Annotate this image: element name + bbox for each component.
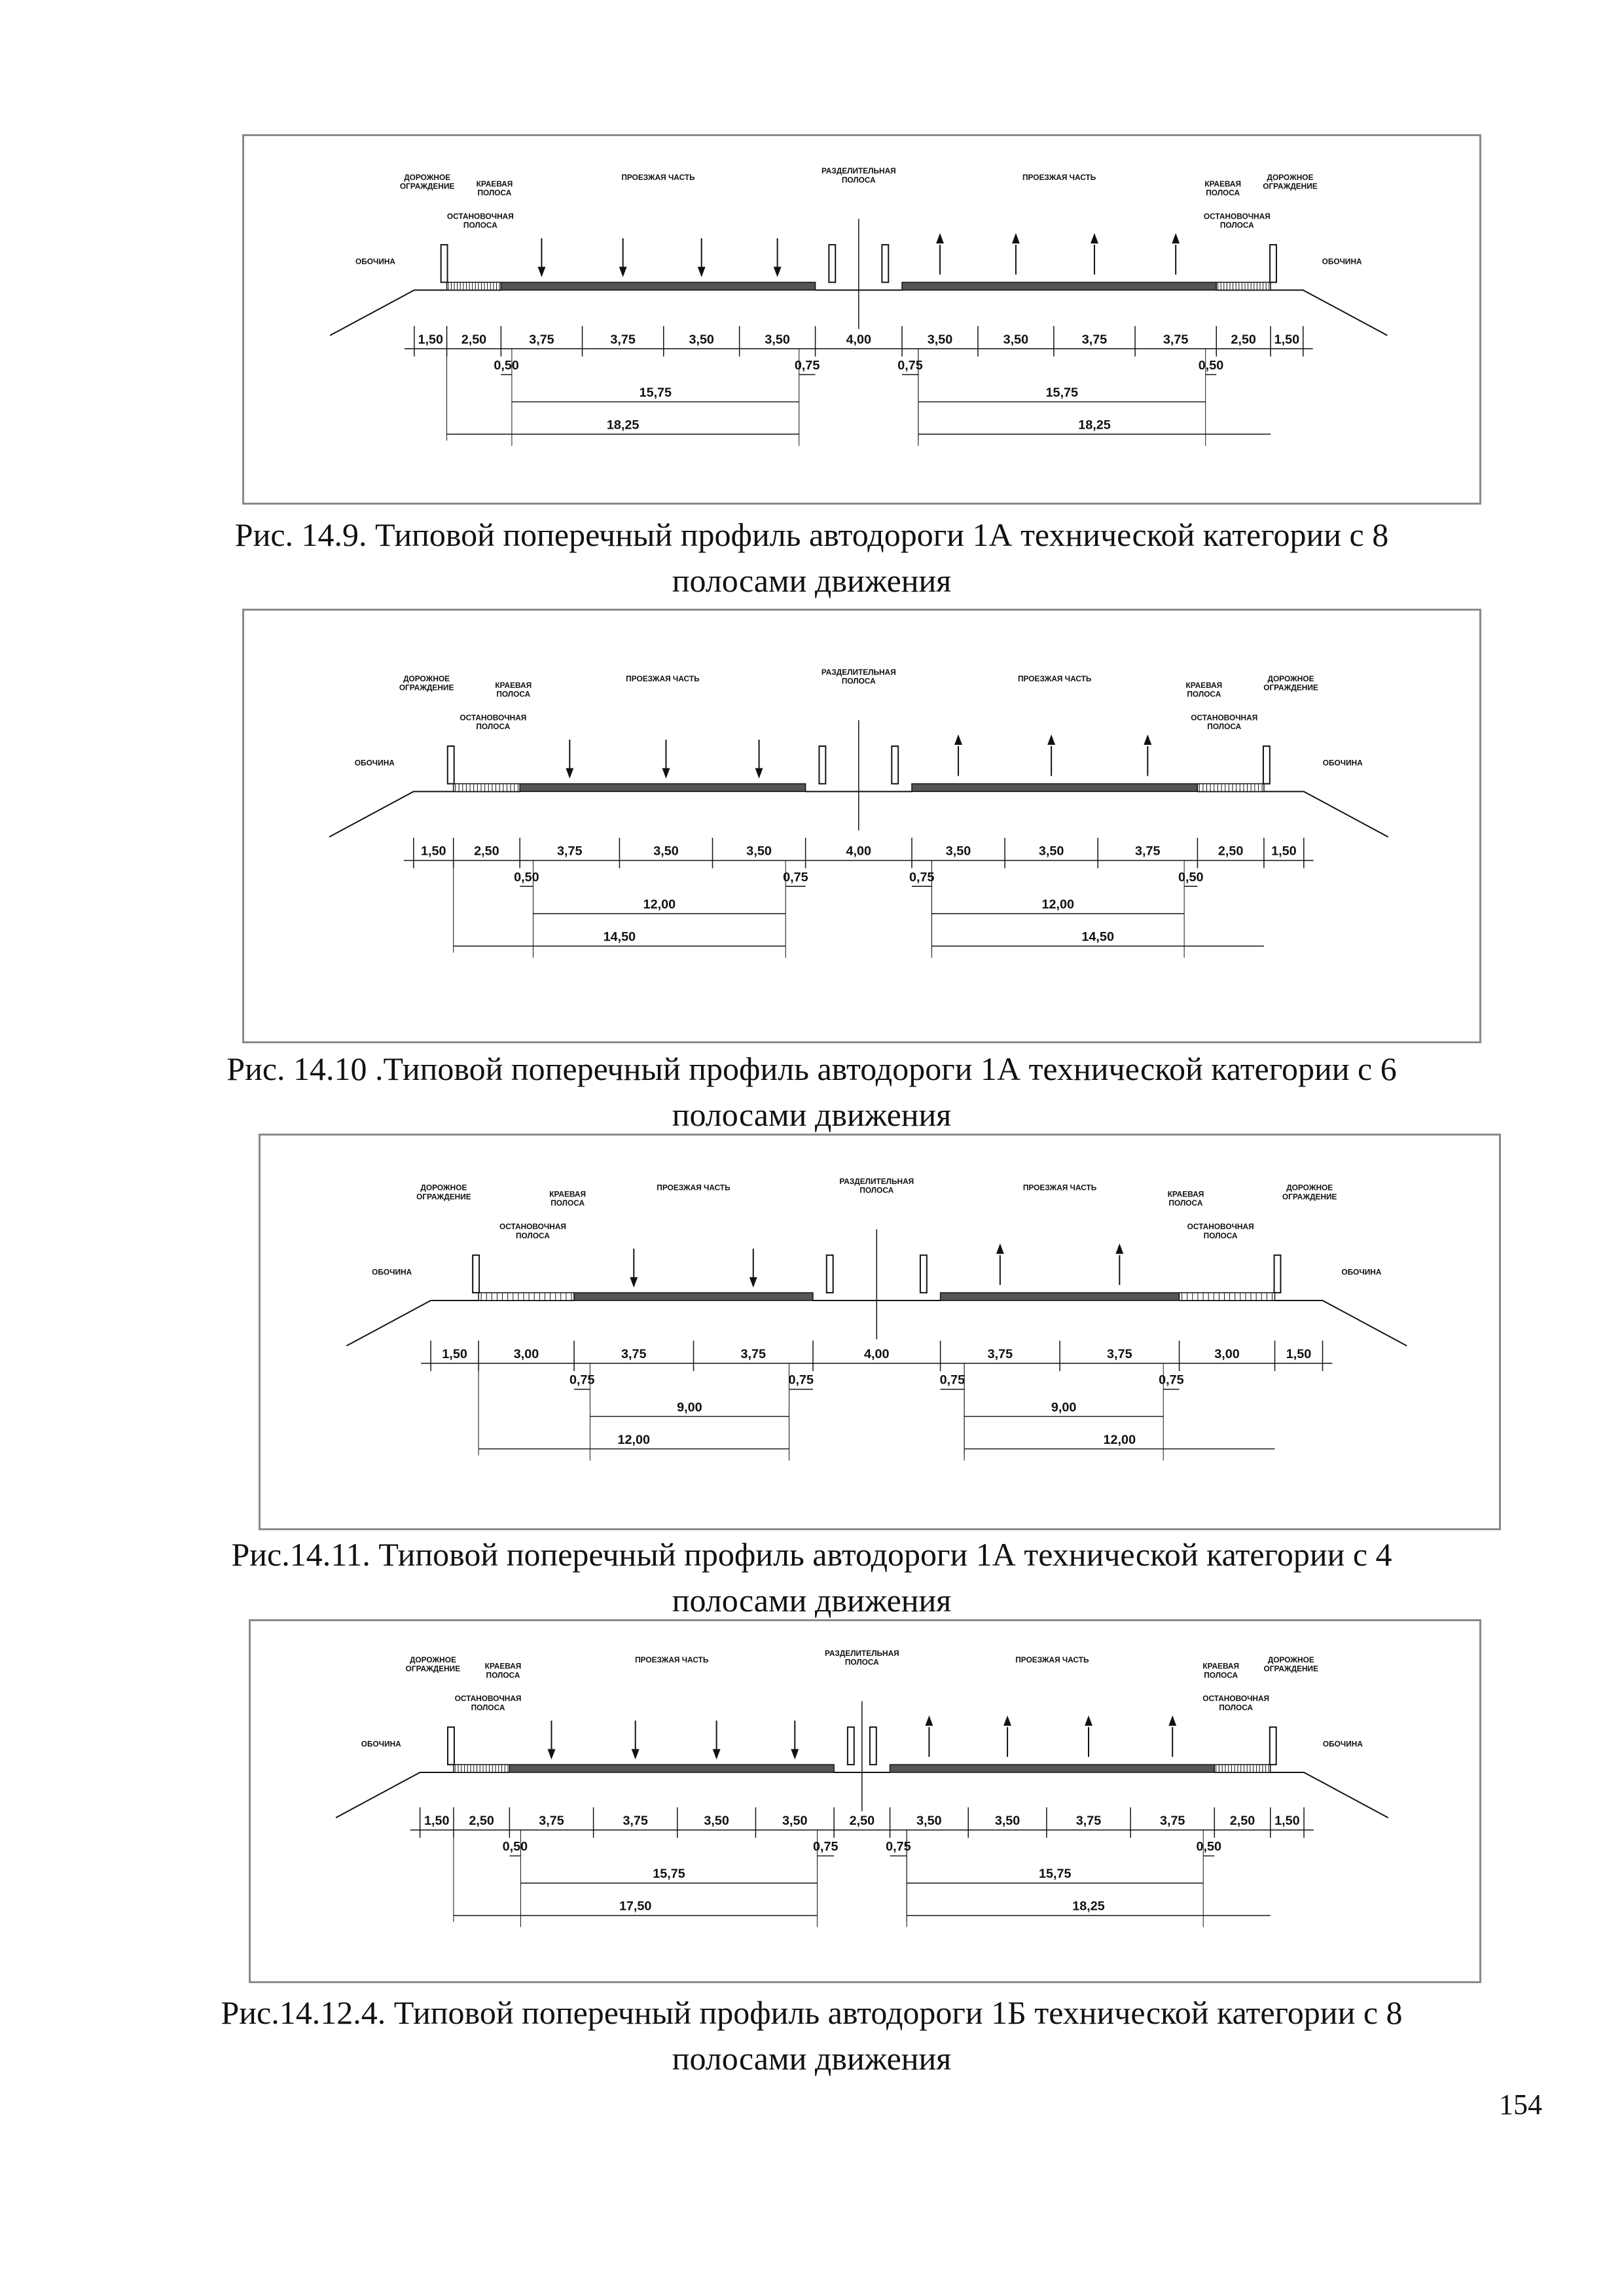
edge-dimension-value: 0,75: [1159, 1372, 1184, 1388]
label-carriageway-left: ПРОЕЗЖАЯ ЧАСТЬ: [657, 1183, 731, 1193]
edge-dimension-value: 0,75: [569, 1372, 595, 1388]
arrow-head: [1168, 1715, 1176, 1726]
label-stop-left: ОСТАНОВОЧНАЯ ПОЛОСА: [454, 1694, 522, 1712]
stop-lane-left: [447, 282, 501, 290]
arrow-head: [548, 1749, 556, 1759]
carriageway-width-value: 15,75: [1038, 1867, 1072, 1882]
edge-dimension-value: 0,50: [1178, 870, 1204, 885]
label-shoulder-right: ОБОЧИНА: [1341, 1267, 1382, 1277]
edge-dimension-value: 0,75: [909, 870, 935, 885]
carriageway-width-value: 15,75: [639, 386, 672, 401]
arrow-head: [1085, 1715, 1092, 1726]
label-carriageway-right: ПРОЕЗЖАЯ ЧАСТЬ: [1022, 173, 1096, 183]
median-barrier: [848, 1727, 854, 1765]
edge-dimension-value: 0,50: [1198, 358, 1224, 373]
arrow-head: [1115, 1244, 1123, 1254]
arrow-head: [936, 233, 944, 243]
dimension-value: 3,50: [765, 332, 790, 347]
embankment-right: [1180, 1300, 1407, 1346]
dimension-value: 1,50: [1271, 844, 1297, 859]
embankment-right: [1216, 290, 1387, 335]
arrow-head: [1047, 734, 1055, 745]
label-shoulder-left: ОБОЧИНА: [354, 758, 395, 768]
label-carriageway-left: ПРОЕЗЖАЯ ЧАСТЬ: [626, 673, 700, 683]
cross-section-diagram: [251, 1621, 1479, 1981]
arrow-head: [566, 768, 573, 779]
label-edge-left: КРАЕВАЯ ПОЛОСА: [484, 1661, 522, 1680]
dimension-value: 3,75: [740, 1347, 767, 1362]
embankment-right: [1197, 791, 1388, 836]
label-shoulder-right: ОБОЧИНА: [1322, 1739, 1363, 1749]
total-width-value: 18,25: [1078, 418, 1111, 433]
dimension-value: 3,75: [987, 1347, 1013, 1362]
dimension-value: 3,50: [927, 332, 953, 347]
stop-lane-left: [478, 1293, 574, 1300]
dimension-value: 1,50: [1286, 1347, 1312, 1362]
label-stop-left: ОСТАНОВОЧНАЯ ПОЛОСА: [446, 211, 514, 230]
dimension-value: 1,50: [424, 1814, 450, 1829]
figure-caption: Рис. 14.9. Типовой поперечный профиль автодороги 1А технической категории с 8 полосами движения: [234, 516, 1389, 599]
carriageway-width-value: 15,75: [653, 1867, 685, 1882]
carriageway-right: [912, 783, 1197, 791]
dimension-value: 1,50: [418, 332, 443, 347]
stop-lane-right: [1214, 1765, 1270, 1772]
label-barrier-left: ДОРОЖНОЕ ОГРАЖДЕНИЕ: [399, 673, 454, 692]
dimension-value: 3,75: [621, 1347, 647, 1362]
dimension-value: 3,00: [513, 1347, 539, 1362]
dimension-value: 2,50: [1229, 1814, 1255, 1829]
dimension-value: 3,75: [1163, 332, 1189, 347]
label-barrier-left: ДОРОЖНОЕ ОГРАЖДЕНИЕ: [416, 1183, 471, 1202]
dimension-value: 3,75: [1075, 1814, 1102, 1829]
arrow-head: [632, 1749, 640, 1759]
edge-dimension-value: 0,75: [813, 1839, 839, 1854]
carriageway-left: [520, 783, 805, 791]
figure-14-11: [259, 1134, 1501, 1530]
carriageway-left: [574, 1293, 813, 1300]
label-edge-right: КРАЕВАЯ ПОЛОСА: [1204, 179, 1242, 198]
dimension-value: 4,00: [846, 844, 872, 859]
dimension-value: 3,75: [1107, 1347, 1132, 1362]
barrier-right: [1270, 1727, 1276, 1765]
dimension-value: 3,75: [1135, 844, 1161, 859]
label-shoulder-left: ОБОЧИНА: [355, 257, 395, 266]
dimension-value: 1,50: [420, 844, 446, 859]
label-carriageway-left: ПРОЕЗЖАЯ ЧАСТЬ: [635, 1655, 709, 1664]
dimension-value: 3,50: [746, 844, 772, 859]
label-barrier-right: ДОРОЖНОЕ ОГРАЖДЕНИЕ: [1263, 173, 1318, 191]
dimension-value: 3,50: [916, 1814, 942, 1829]
dimension-value: 1,50: [1274, 1814, 1300, 1829]
page-number: 154: [1499, 2089, 1542, 2121]
median-barrier: [920, 1255, 927, 1293]
edge-dimension-value: 0,50: [1196, 1839, 1222, 1854]
arrow-head: [774, 267, 782, 278]
label-median: РАЗДЕЛИТЕЛЬНАЯ ПОЛОСА: [821, 667, 896, 686]
embankment-left: [330, 290, 501, 335]
edge-dimension-value: 0,75: [939, 1372, 965, 1388]
stop-lane-left: [454, 1765, 509, 1772]
arrow-head: [619, 267, 627, 278]
arrow-head: [791, 1749, 799, 1759]
dimension-value: 4,00: [864, 1347, 890, 1362]
label-stop-right: ОСТАНОВОЧНАЯ ПОЛОСА: [1191, 713, 1258, 732]
carriageway-width-value: 12,00: [1041, 897, 1075, 912]
label-stop-right: ОСТАНОВОЧНАЯ ПОЛОСА: [1202, 1694, 1270, 1712]
edge-dimension-value: 0,75: [783, 870, 808, 885]
carriageway-right: [941, 1293, 1180, 1300]
carriageway-width-value: 9,00: [677, 1400, 702, 1415]
arrow-head: [1172, 233, 1180, 243]
dimension-value: 3,50: [1003, 332, 1029, 347]
label-median: РАЗДЕЛИТЕЛЬНАЯ ПОЛОСА: [821, 166, 896, 185]
dimension-value: 3,50: [704, 1814, 729, 1829]
label-carriageway-right: ПРОЕЗЖАЯ ЧАСТЬ: [1015, 1655, 1089, 1664]
dimension-value: 3,75: [529, 332, 554, 347]
stop-lane-right: [1216, 282, 1271, 290]
arrow-head: [996, 1244, 1004, 1254]
embankment-right: [1214, 1772, 1388, 1818]
barrier-right: [1263, 746, 1270, 783]
label-shoulder-left: ОБОЧИНА: [361, 1739, 401, 1749]
total-width-value: 18,25: [1072, 1899, 1105, 1914]
barrier-left: [448, 746, 454, 783]
label-shoulder-left: ОБОЧИНА: [372, 1267, 412, 1277]
edge-dimension-value: 0,50: [502, 1839, 528, 1854]
dimension-value: 3,75: [539, 1814, 564, 1829]
arrow-head: [538, 267, 546, 278]
arrow-head: [1012, 233, 1020, 243]
median-barrier: [827, 1255, 833, 1293]
edge-dimension-value: 0,75: [886, 1839, 911, 1854]
barrier-left: [473, 1255, 479, 1293]
label-stop-left: ОСТАНОВОЧНАЯ ПОЛОСА: [499, 1222, 566, 1240]
arrow-head: [954, 734, 962, 745]
embankment-left: [346, 1300, 574, 1346]
label-carriageway-right: ПРОЕЗЖАЯ ЧАСТЬ: [1022, 1183, 1097, 1193]
cross-section-diagram: [244, 136, 1479, 503]
dimension-value: 2,50: [1231, 332, 1256, 347]
arrow-head: [1091, 233, 1098, 243]
dimension-value: 4,00: [846, 332, 872, 347]
cross-section-diagram: [261, 1136, 1499, 1528]
dimension-value: 3,75: [1159, 1814, 1185, 1829]
dimension-value: 3,50: [945, 844, 971, 859]
figure-caption: Рис. 14.10 .Типовой поперечный профиль автодороги 1А технической категории с 6 полосами движения: [226, 1050, 1397, 1133]
label-median: РАЗДЕЛИТЕЛЬНАЯ ПОЛОСА: [824, 1648, 899, 1667]
carriageway-width-value: 9,00: [1051, 1400, 1077, 1415]
median-barrier: [882, 245, 888, 282]
barrier-left: [441, 245, 448, 282]
total-width-value: 17,50: [619, 1899, 652, 1914]
label-barrier-right: ДОРОЖНОЕ ОГРАЖДЕНИЕ: [1263, 1655, 1319, 1674]
dimension-value: 3,50: [994, 1814, 1020, 1829]
total-width-value: 12,00: [617, 1432, 651, 1447]
dimension-value: 1,50: [1274, 332, 1300, 347]
dimension-value: 3,75: [1081, 332, 1108, 347]
edge-dimension-value: 0,75: [794, 358, 820, 373]
stop-lane-left: [454, 783, 520, 791]
label-stop-left: ОСТАНОВОЧНАЯ ПОЛОСА: [460, 713, 527, 732]
figure-caption: Рис.14.11. Типовой поперечный профиль автодороги 1А технической категории с 4 полосами движения: [231, 1536, 1392, 1619]
arrow-head: [755, 768, 763, 779]
dimension-value: 2,50: [849, 1814, 875, 1829]
total-width-value: 14,50: [1081, 929, 1114, 944]
median-barrier: [870, 1727, 876, 1765]
edge-dimension-value: 0,75: [897, 358, 923, 373]
dimension-value: 3,75: [610, 332, 636, 347]
label-carriageway-left: ПРОЕЗЖАЯ ЧАСТЬ: [621, 173, 695, 183]
edge-dimension-value: 0,75: [788, 1372, 814, 1388]
stop-lane-right: [1197, 783, 1263, 791]
figure-14-9: [242, 134, 1481, 505]
edge-dimension-value: 0,50: [514, 870, 539, 885]
label-edge-left: КРАЕВАЯ ПОЛОСА: [495, 680, 532, 699]
label-edge-right: КРАЕВАЯ ПОЛОСА: [1167, 1189, 1204, 1208]
label-stop-right: ОСТАНОВОЧНАЯ ПОЛОСА: [1187, 1222, 1254, 1240]
barrier-right: [1274, 1255, 1281, 1293]
label-median: РАЗДЕЛИТЕЛЬНАЯ ПОЛОСА: [839, 1176, 914, 1195]
barrier-left: [448, 1727, 454, 1765]
label-edge-right: КРАЕВАЯ ПОЛОСА: [1185, 680, 1223, 699]
label-barrier-right: ДОРОЖНОЕ ОГРАЖДЕНИЕ: [1282, 1183, 1337, 1202]
total-width-value: 18,25: [606, 418, 640, 433]
dimension-value: 3,75: [557, 844, 583, 859]
arrow-head: [1003, 1715, 1011, 1726]
median-barrier: [829, 245, 835, 282]
arrow-head: [698, 267, 706, 278]
label-edge-left: КРАЕВАЯ ПОЛОСА: [549, 1189, 586, 1208]
label-edge-right: КРАЕВАЯ ПОЛОСА: [1202, 1661, 1240, 1680]
figure-14-10: [242, 609, 1481, 1043]
stop-lane-right: [1180, 1293, 1275, 1300]
carriageway-width-value: 15,75: [1045, 386, 1079, 401]
dimension-value: 2,50: [1218, 844, 1244, 859]
label-barrier-right: ДОРОЖНОЕ ОГРАЖДЕНИЕ: [1263, 673, 1318, 692]
dimension-value: 2,50: [461, 332, 487, 347]
label-carriageway-right: ПРОЕЗЖАЯ ЧАСТЬ: [1017, 673, 1092, 683]
arrow-head: [749, 1277, 757, 1287]
edge-dimension-value: 0,50: [494, 358, 519, 373]
arrow-head: [1144, 734, 1151, 745]
label-shoulder-right: ОБОЧИНА: [1322, 758, 1363, 768]
arrow-head: [713, 1749, 721, 1759]
embankment-left: [329, 791, 520, 836]
barrier-right: [1270, 245, 1276, 282]
dimension-value: 2,50: [469, 1814, 494, 1829]
dimension-value: 3,50: [1038, 844, 1064, 859]
total-width-value: 12,00: [1103, 1432, 1136, 1447]
dimension-value: 3,00: [1214, 1347, 1240, 1362]
arrow-head: [630, 1277, 638, 1287]
dimension-value: 3,50: [689, 332, 714, 347]
dimension-value: 2,50: [474, 844, 499, 859]
cross-section-diagram: [244, 611, 1479, 1041]
dimension-value: 3,50: [653, 844, 679, 859]
embankment-left: [336, 1772, 509, 1818]
dimension-value: 3,50: [782, 1814, 808, 1829]
label-shoulder-right: ОБОЧИНА: [1322, 257, 1362, 266]
label-barrier-left: ДОРОЖНОЕ ОГРАЖДЕНИЕ: [405, 1655, 461, 1674]
dimension-value: 3,75: [623, 1814, 648, 1829]
median-barrier: [892, 746, 898, 783]
figure-caption: Рис.14.12.4. Типовой поперечный профиль автодороги 1Б технической категории с 8 полосами движения: [221, 1994, 1403, 2077]
carriageway-width-value: 12,00: [643, 897, 676, 912]
label-barrier-left: ДОРОЖНОЕ ОГРАЖДЕНИЕ: [399, 173, 455, 191]
figure-14-12-4: [249, 1619, 1481, 1983]
carriageway-left: [509, 1765, 834, 1772]
label-edge-left: КРАЕВАЯ ПОЛОСА: [476, 179, 513, 198]
carriageway-right: [902, 282, 1216, 290]
dimension-value: 1,50: [442, 1347, 467, 1362]
label-stop-right: ОСТАНОВОЧНАЯ ПОЛОСА: [1203, 211, 1271, 230]
total-width-value: 14,50: [603, 929, 636, 944]
arrow-head: [925, 1715, 933, 1726]
carriageway-right: [890, 1765, 1215, 1772]
carriageway-left: [501, 282, 815, 290]
median-barrier: [819, 746, 825, 783]
arrow-head: [662, 768, 670, 779]
